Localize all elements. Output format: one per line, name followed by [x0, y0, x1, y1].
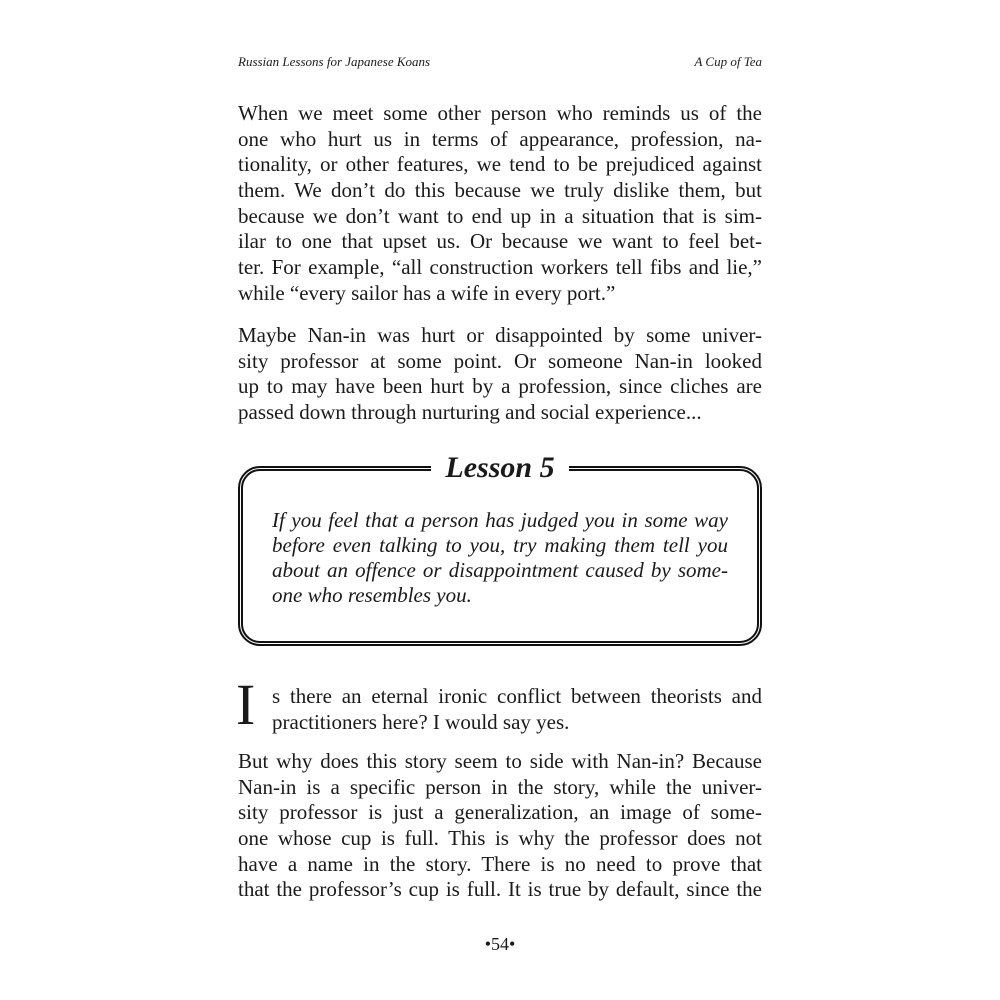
text-line: ilar to one that upset us. Or because we want to feel bet-: [238, 229, 762, 254]
text-line: If you feel that a person has judged you in some way: [272, 508, 728, 532]
text-line: s there an eternal ironic conflict between theorists and: [272, 684, 762, 708]
text-line: Nan-in is a specific person in the story, while the univer-: [238, 774, 762, 799]
paragraph-3: [272, 684, 762, 735]
text-line: while “every sailor has a wife in every port.”: [238, 280, 616, 305]
text-line: that the professor’s cup is full. It is true by default, since the: [238, 877, 762, 902]
text-line: Maybe Nan-in was hurt or disappointed by some univer-: [238, 323, 762, 347]
paragraph-4: [238, 749, 762, 903]
running-header-book-title: Russian Lessons for Japanese Koans: [238, 54, 431, 69]
text-line: up to may have been hurt by a profession, since cliches are: [238, 374, 762, 399]
text-line: When we meet some other person who reminds us of the: [238, 101, 762, 125]
text-line: before even talking to you, try making them tell you: [272, 533, 728, 557]
text-line: because we don’t want to end up in a situation that is sim-: [238, 203, 762, 228]
text-line: But why does this story seem to side with Nan-in? Because: [238, 749, 762, 773]
text-line: one whose cup is full. This is why the professor does not: [238, 826, 762, 851]
text-line: have a name in the story. There is no need to prove that: [238, 851, 762, 876]
text-line: ter. For example, “all construction workers tell fibs and lie,”: [238, 255, 762, 280]
text-line: sity professor is just a generalization, an image of some-: [238, 800, 762, 825]
text-line: tionality, or other features, we tend to be prejudiced against: [238, 152, 762, 177]
text-line: them. We don’t do this because we truly dislike them, but: [238, 178, 762, 203]
text-line: sity professor at some point. Or someone Nan-in looked: [238, 348, 762, 373]
lesson-title: Lesson 5: [431, 450, 568, 486]
drop-cap: I: [236, 672, 256, 737]
text-line: about an offence or disappointment caused by some-: [272, 558, 728, 582]
text-line: one who resembles you.: [272, 583, 472, 607]
text-line: passed down through nurturing and social experience...: [238, 400, 702, 425]
paragraph-1: [238, 101, 762, 307]
paragraph-2: [238, 323, 762, 426]
lesson-text: [272, 508, 728, 608]
text-line: one who hurt us in terms of appearance, profession, na-: [238, 126, 762, 151]
text-line: practitioners here? I would say yes.: [272, 709, 570, 734]
page-number: •54•: [484, 934, 516, 954]
running-header-chapter-title: A Cup of Tea: [694, 54, 762, 69]
